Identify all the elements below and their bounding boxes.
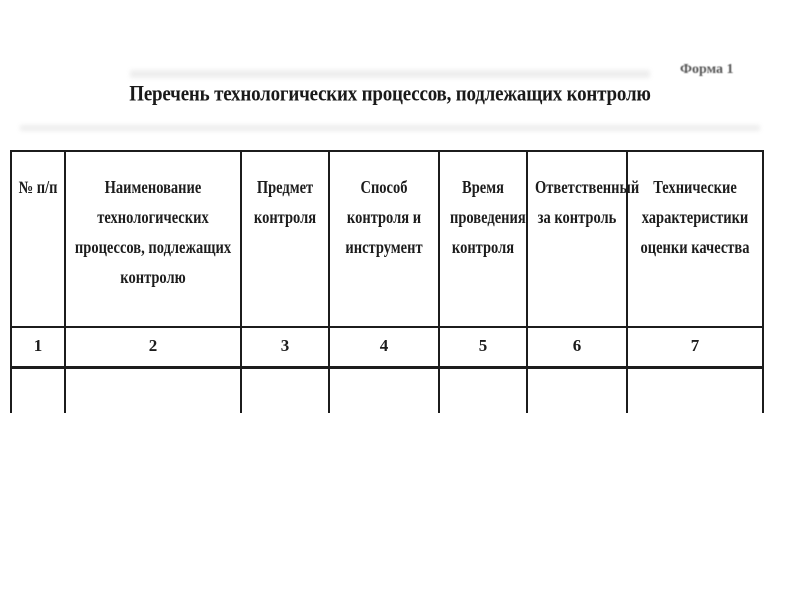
header-label: Предмет контроля <box>253 178 317 228</box>
header-label: Время проведения контроля <box>450 178 526 258</box>
table-header-row <box>11 151 763 327</box>
scan-artifact <box>130 70 650 78</box>
header-label: Ответственный за контроль <box>535 178 640 228</box>
empty-cell <box>65 368 241 414</box>
header-cell-number <box>11 151 65 327</box>
empty-cell <box>11 368 65 414</box>
header-label: № п/п <box>18 178 58 198</box>
column-number-cell: 1 <box>11 327 65 368</box>
empty-data-row <box>11 368 763 414</box>
empty-cell <box>329 368 439 414</box>
scan-artifact <box>20 125 760 131</box>
header-cell-time <box>439 151 527 327</box>
column-number-cell: 4 <box>329 327 439 368</box>
empty-cell <box>527 368 627 414</box>
form-label: Форма 1 <box>680 62 734 77</box>
header-cell-method <box>329 151 439 327</box>
column-number-cell: 2 <box>65 327 241 368</box>
header-label: Наименование технологических процессов, подлежащих контролю <box>74 178 232 288</box>
document-title: Перечень технологических процессов, подлежащих контролю <box>129 82 651 107</box>
header-cell-process-name <box>65 151 241 327</box>
header-cell-characteristics <box>627 151 763 327</box>
empty-cell <box>627 368 763 414</box>
empty-cell <box>439 368 527 414</box>
column-number-cell: 3 <box>241 327 329 368</box>
header-cell-subject <box>241 151 329 327</box>
column-number-row <box>11 327 763 368</box>
column-number-cell: 7 <box>627 327 763 368</box>
header-label: Способ контроля и инструмент <box>345 178 423 258</box>
header-cell-responsible <box>527 151 640 327</box>
empty-cell <box>241 368 329 414</box>
process-control-table <box>10 150 764 413</box>
column-number-cell: 6 <box>527 327 627 368</box>
column-number-cell: 5 <box>439 327 527 368</box>
header-label: Технические характеристики оценки качества <box>640 178 750 258</box>
